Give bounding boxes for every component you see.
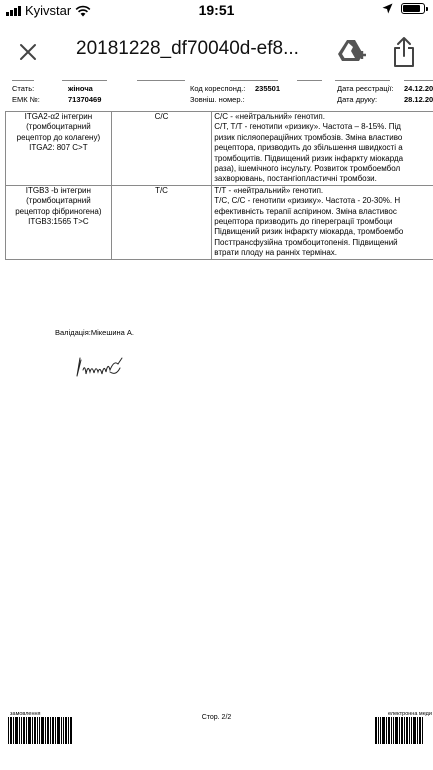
location-arrow-icon — [382, 3, 393, 14]
gene-line: рецептор до колагену) — [16, 132, 101, 142]
description-line: рецептора, призводить до збільшення швидкості а — [214, 143, 403, 153]
gene-line: ITGA2-α2 інтегрин — [24, 112, 93, 121]
share-button[interactable] — [390, 35, 418, 69]
carrier-name: Kyivstar — [25, 3, 72, 18]
header-label: Дата друку: — [337, 95, 378, 104]
page-number: Стор. 2/2 — [201, 714, 232, 721]
share-icon — [390, 35, 418, 69]
gene-line: ITGA2: 807 C>T — [29, 143, 88, 153]
description-line: Підвищений ризик інфаркту міокарда, тромбоембо — [214, 227, 404, 237]
header-label: ЕМК №: — [12, 95, 40, 104]
validation-text: Валідація:Мікешина А. — [55, 328, 135, 337]
description-line: T/C, C/C - генотипи «ризику». Частота - 20-30%. Н — [214, 196, 401, 206]
header-label: Дата реєстрації: — [337, 84, 394, 93]
gene-line: (тромбоцитарний — [26, 196, 91, 206]
description-line: тромбоцитів. Підвищений ризик інфаркту міокарда — [214, 153, 404, 163]
battery-icon — [401, 3, 425, 14]
header-value: жіноча — [68, 84, 93, 93]
header-label: Зовніш. номер.: — [190, 95, 245, 104]
description-line: захворювань, постангіопластичні тромбози. — [214, 174, 377, 184]
handwritten-signature — [74, 352, 134, 380]
genotype-cell: T/C — [111, 185, 211, 259]
header-label: Код кореспонд.: — [190, 84, 246, 93]
header-value: 28.12.20 — [404, 95, 433, 104]
header-value: 71370469 — [68, 95, 102, 104]
description-line: втрати плоду на ранніх термінах. — [214, 248, 337, 258]
close-icon — [19, 43, 37, 61]
cropped-header-row — [12, 80, 433, 83]
description-line: рецептора призводить до гіпереграції тромбоци — [214, 217, 393, 227]
add-to-drive-icon — [336, 36, 368, 68]
description-line: ефективність терапії аспірином. Зміна властивос — [214, 206, 397, 216]
document-page[interactable] — [0, 80, 433, 770]
document-title: 20181228_df70040d-ef8... — [76, 38, 299, 59]
header-label: Стать: — [12, 84, 35, 93]
header-row — [0, 95, 433, 106]
add-to-drive-button[interactable] — [336, 36, 368, 68]
close-button[interactable] — [12, 36, 44, 68]
genotype-cell: C/C — [111, 112, 211, 186]
gene-cell — [6, 112, 112, 186]
description-line: С/С - «нейтральний» генотип. — [214, 112, 325, 121]
barcode-left — [8, 717, 73, 744]
gene-line: ITGB3:1565 T>C — [28, 217, 89, 227]
header-row — [0, 84, 433, 95]
gene-line: (тромбоцитарний — [26, 122, 91, 132]
table-row — [6, 112, 433, 186]
status-bar — [0, 0, 433, 22]
description-line: C/T, T/T - генотипи «ризику». Частота – 8-15%. Під — [214, 122, 401, 132]
description-line: Посттрансфузійна тромбоцитопенія. Підвищений — [214, 237, 398, 247]
header-value: 235501 — [255, 84, 281, 93]
barcode-right — [375, 717, 424, 744]
document-toolbar — [0, 22, 433, 80]
description-line: раза), ішемічного інсульту. Розвиток тромбоембол — [214, 164, 401, 174]
description-cell — [212, 112, 433, 186]
gene-line: рецептор фібриногена) — [15, 206, 102, 216]
description-line: ризик післяопераційних тромбозів. Зміна властиво — [214, 132, 403, 142]
gene-line: ITGB3 -b інтегрин — [25, 185, 91, 195]
clock: 19:51 — [198, 2, 235, 18]
description-cell — [212, 185, 433, 259]
header-value: 24.12.20 — [404, 84, 433, 93]
genetic-results-table — [5, 111, 433, 260]
footer-label-left: замовлення — [10, 711, 41, 717]
gene-cell — [6, 185, 112, 259]
table-row — [6, 185, 433, 259]
footer-label-right: електронна меди — [388, 711, 432, 717]
description-line: Т/Т - «нейтральний» генотип. — [214, 185, 324, 195]
